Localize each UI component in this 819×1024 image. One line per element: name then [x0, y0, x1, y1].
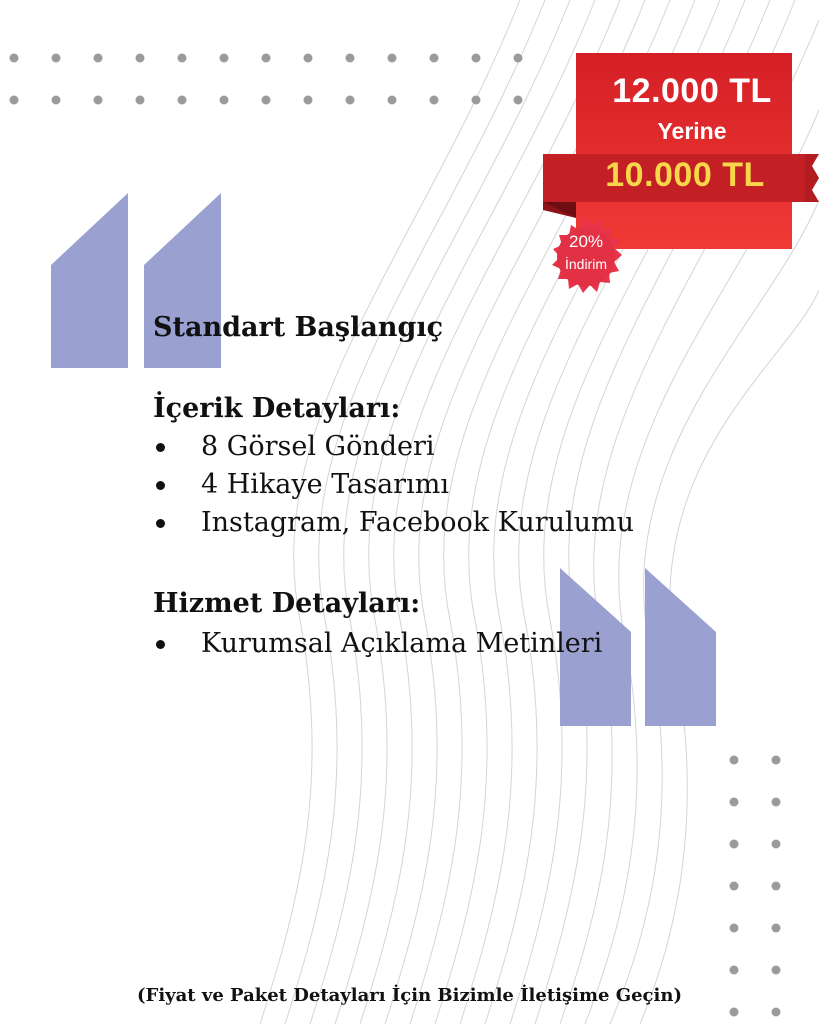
instead-label: Yerine [657, 118, 727, 144]
list-item-text: 4 Hikaye Tasarımı [201, 469, 449, 500]
bullet-dot-icon [156, 519, 165, 528]
package-title: Standart Başlangıç [153, 312, 444, 343]
list-item-text: Kurumsal Açıklama Metinleri [201, 628, 603, 659]
service-details-list [153, 625, 602, 663]
bullet-dot-icon [156, 481, 165, 490]
list-item [153, 504, 634, 542]
list-item [153, 625, 602, 663]
price-badge [535, 50, 819, 295]
list-item-text: Instagram, Facebook Kurulumu [201, 507, 635, 538]
content-details-heading: İçerik Detayları: [153, 393, 401, 424]
discount-label: İndirim [564, 256, 607, 272]
list-item-text: 8 Görsel Gönderi [201, 431, 435, 462]
dot-grid-top-decoration [0, 0, 560, 120]
discount-percent: 20% [568, 232, 604, 251]
contact-note: (Fiyat ve Paket Detayları İçin Bizimle İletişime Geçin) [137, 985, 682, 1006]
content-details-list [153, 428, 634, 542]
list-item [153, 466, 634, 504]
bullet-dot-icon [156, 443, 165, 452]
old-price: 12.000 TL [612, 72, 772, 110]
bullet-dot-icon [156, 640, 165, 649]
dot-grid-right-decoration [720, 740, 819, 1024]
service-details-heading: Hizmet Detayları: [153, 588, 421, 619]
list-item [153, 428, 634, 466]
new-price: 10.000 TL [605, 156, 765, 194]
